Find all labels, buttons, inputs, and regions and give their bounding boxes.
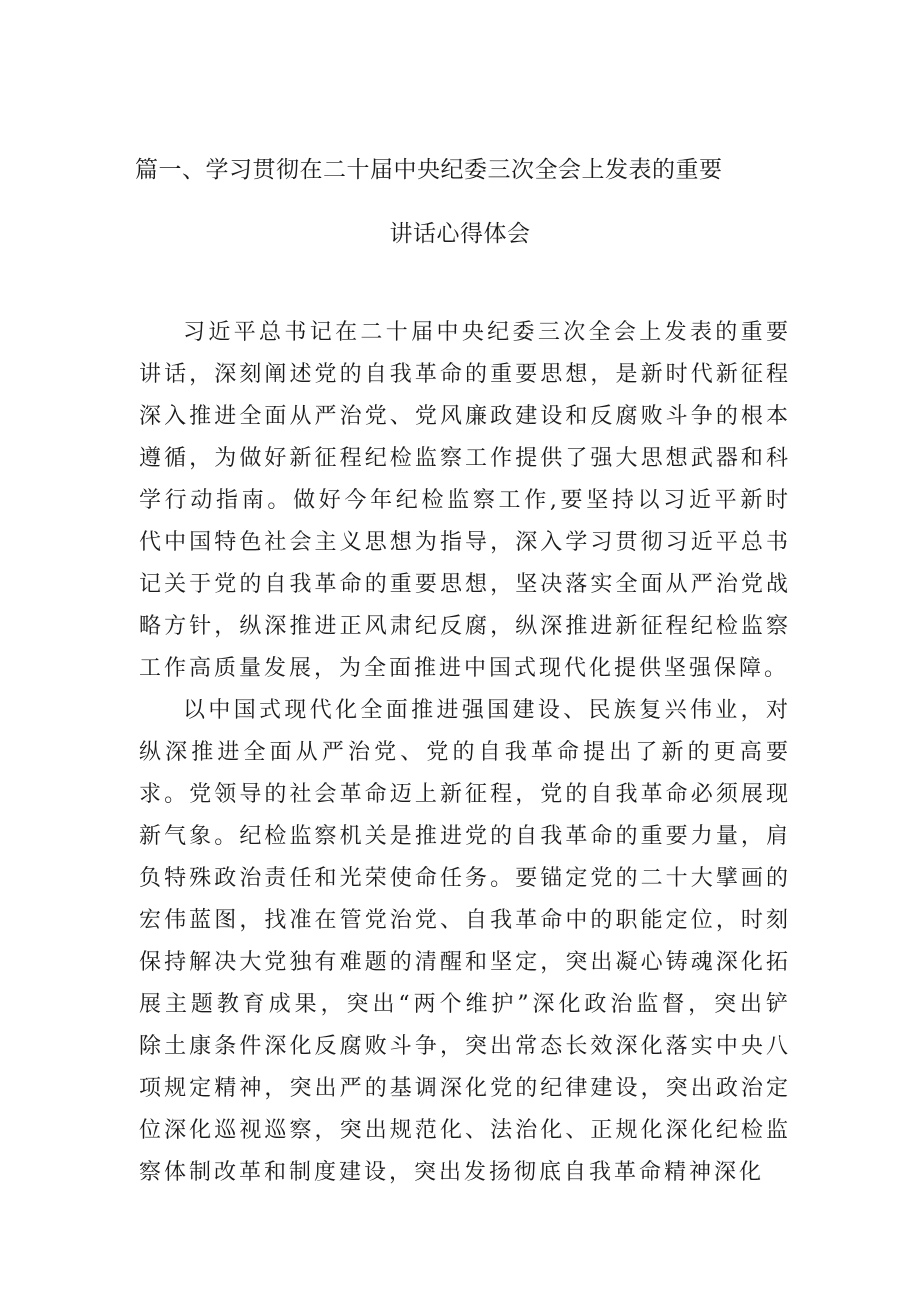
document-title-line-1: 篇一、学习贯彻在二十届中央纪委三次全会上发表的重要 xyxy=(135,157,723,183)
body-paragraph-1: 习近平总书记在二十届中央纪委三次全会上发表的重要讲话，深刻阐述党的自我革命的重要思想，是新时代新征程深入推进全面从严治党、党风廉政建设和反腐败斗争的根本遵循，为做好新征程纪检监察工作提供了强大思想武器和科学行动指南。做好今年纪检监察工作,要坚持以习近平新时代中国特色社会主义思想为指导，深入学习贯彻习近平总书记关于党的自我革命的重要思想，坚决落实全面从严治党战略方针，纵深推进正风肃纪反腐，纵深推进新征程纪检监察工作高质量发展，为全面推进中国式现代化提供坚强保障。 xyxy=(139,320,791,681)
body-paragraph-2: 以中国式现代化全面推进强国建设、民族复兴伟业，对纵深推进全面从严治党、党的自我革命提出了新的更高要求。党领导的社会革命迈上新征程，党的自我革命必须展现新气象。纪检监察机关是推进党的自我革命的重要力量，肩负特殊政治责任和光荣使命任务。要锚定党的二十大擘画的宏伟蓝图，找准在管党治党、自我革命中的职能定位，时刻保持解决大党独有难题的清醒和坚定，突出凝心铸魂深化拓展主题教育成果，突出“两个维护”深化政治监督，突出铲除土康条件深化反腐败斗争，突出常态长效深化落实中央八项规定精神，突出严的基调深化党的纪律建设，突出政治定位深化巡视巡察，突出规范化、法治化、正规化深化纪检监察体制改革和制度建设，突出发扬彻底自我革命精神深化 xyxy=(139,698,791,1185)
document-title-line-2: 讲话心得体会 xyxy=(389,221,531,247)
document-body xyxy=(139,312,791,1194)
